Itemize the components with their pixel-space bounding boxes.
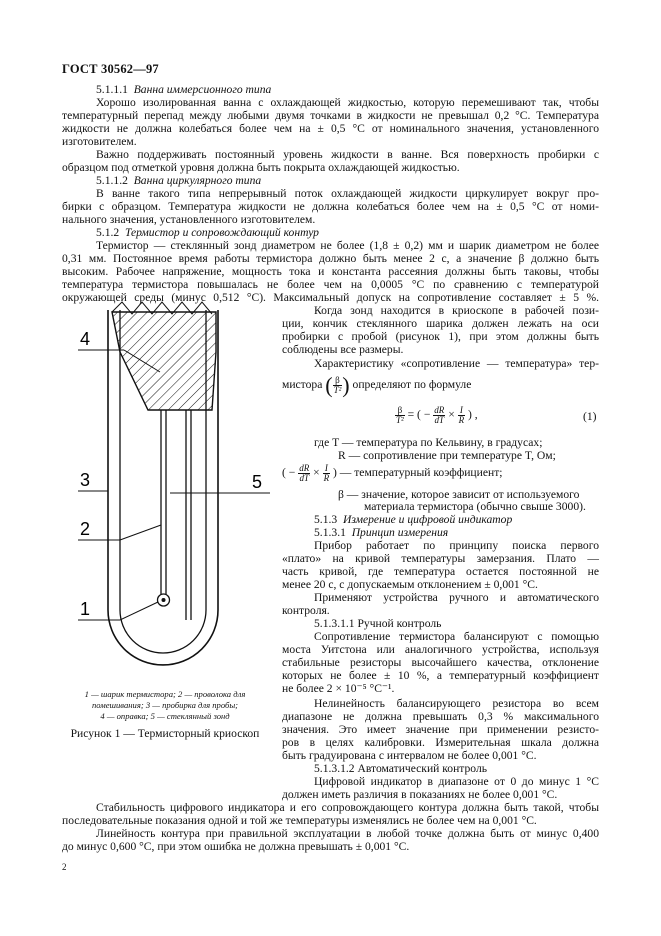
- label-1: 1: [80, 599, 91, 619]
- paragraph-line: изготовителем.: [62, 135, 137, 148]
- paragraph-line: В ванне такого типа непрерывный поток охлаждающей жидкости циркулирует вокруг про-: [96, 187, 599, 200]
- figure-legend: 4 — оправка; 5 — стеклянный зонд: [100, 711, 230, 721]
- section-5-1-3-1-heading: 5.1.3.1 Принцип измерения: [314, 526, 449, 539]
- paragraph-line: диапазоне не должна превышать 0,3 % максимального: [282, 710, 599, 723]
- paragraph-line: Важно поддерживать постоянный уровень жидкости в ванне. Вся поверхность пробирки с: [96, 148, 599, 161]
- figure-title: Рисунок 1 — Термисторный криоскоп: [70, 727, 260, 740]
- legend-beta: β — значение, которое зависит от используемого: [338, 488, 580, 501]
- paragraph-line: контроля.: [282, 604, 330, 617]
- label-4: 4: [80, 329, 91, 349]
- paragraph-line: моста Уитстона или аналогичного устройства, используя: [282, 643, 599, 656]
- paragraph-line: Нелинейность балансирующего резистора во всем: [314, 697, 599, 710]
- paragraph-line: окружающей среды (минус 0,512 °С). Максимальный допуск на сопротивление составляет ± 5 %.: [62, 291, 599, 304]
- paragraph-line: Стабильность цифрового индикатора и его сопровождающего контура должна быть такой, чтобы: [96, 801, 599, 814]
- paragraph-line: быть градуирована с интервалом не более 0,001 °С.: [282, 749, 537, 762]
- section-5-1-1-1-heading: 5.1.1.1 Ванна иммерсионного типа: [96, 83, 272, 96]
- leader-1: [120, 602, 158, 620]
- figure-legend: 1 — шарик термистора; 2 — проволока для: [84, 689, 246, 699]
- paragraph-line: Термистор — стеклянный зонд диаметром не более (1,8 ± 0,2) мм и шарик диаметром не более: [96, 239, 599, 252]
- paragraph-line: последовательные показания одной и той же температуры изменялись не более чем на 0,001 °С.: [62, 814, 537, 827]
- paragraph-line: не более 2 × 10⁻⁵ °С⁻¹.: [282, 682, 395, 695]
- section-5-1-3-1-2-heading: 5.1.3.1.2 Автоматический контроль: [314, 762, 488, 775]
- label-2: 2: [80, 519, 91, 539]
- paragraph-line: Линейность контура при правильной эксплуатации в любой точке должна быть от минус 0,400: [96, 827, 599, 840]
- figure-thermistor-cryoscope: [60, 300, 280, 685]
- paragraph-line: Прибор работает по принципу поиска первого: [314, 539, 599, 552]
- paragraph-line: ции, кончик стеклянного шарика должен лежать на оси: [282, 317, 599, 330]
- formula-1: $\frac{\beta}{\text{T²}}$ = ( − $\frac{dR}{dT}$ × $\frac{I}{R}$ ) ,: [396, 404, 478, 425]
- paragraph-line: температура термистора повышалась не более чем на 0,0005 °С по сравнению с температурой: [62, 278, 599, 291]
- paragraph-line: жидкости не должна колебаться более чем на ± 0,5 °С от номинального значения, установленного: [62, 122, 599, 135]
- section-5-1-3-heading: 5.1.3 Измерение и цифровой индикатор: [314, 513, 513, 526]
- paragraph-line: бирки с образцом. Температура жидкости не должна колебаться более чем на ± 0,5 °С от номи-: [62, 200, 599, 213]
- paragraph-line: Характеристику «сопротивление — температура» тер-: [314, 357, 599, 370]
- paragraph-line: температурный перепад между любыми двумя точками в жидкости не превышал 0,2 °С. Температура: [62, 109, 599, 122]
- paragraph-line: стабильные резисторы высочайшего качества, отклонение: [282, 656, 599, 669]
- holder: [112, 312, 216, 410]
- legend-T: где T — температура по Кельвину, в градусах;: [314, 436, 543, 449]
- paragraph-line: Хорошо изолированная ванна с охлаждающей жидкостью, которую перемешивают так, чтобы: [96, 96, 599, 109]
- paragraph-line: должен иметь различия в показаниях не более 0,001 °С.: [282, 788, 558, 801]
- legend-coef: ( − $\frac{dR}{dT}$ × $\frac{I}{R}$ ) — температурный коэффициент;: [282, 462, 503, 483]
- paragraph-line: ров в целях калибровки. Измерительная шкала должна: [282, 736, 599, 749]
- paragraph-line: до минус 0,600 °С, при этом ошибка не должна превышать ± 0,001 °С.: [62, 840, 410, 853]
- paragraph-line: образцом под отметкой уровня должна быть покрыта охлаждающей жидкостью.: [62, 161, 460, 174]
- section-5-1-2-heading: 5.1.2 Термистор и сопровождающий контур: [96, 226, 319, 239]
- paragraph-line: значения. Это имеет значение при применении резисто-: [282, 723, 599, 736]
- label-5: 5: [252, 472, 263, 492]
- paragraph-line: «плато» на кривой температуры замерзания. Плато —: [282, 552, 599, 565]
- thermistor-bead-core: [162, 598, 166, 602]
- paragraph-line: Применяют устройства ручного и автоматического: [314, 591, 599, 604]
- paragraph-line: соблюдены все размеры.: [282, 343, 404, 356]
- paragraph-line: часть кривой, где температура остается постоянной не: [282, 565, 599, 578]
- paragraph-line: высоким. Рабочее напряжение, мощность тока и константа рассеяния должны быть таковы, чтобы: [62, 265, 599, 278]
- figure-legend: помешивания; 3 — пробирка для пробы;: [91, 700, 239, 710]
- leader-2: [120, 525, 161, 540]
- paragraph-line: Цифровой индикатор в диапазоне от 0 до минус 1 °С: [314, 775, 599, 788]
- paragraph-line: которых не более ± 10 %, а температурный коэффициент: [282, 669, 599, 682]
- document-header: ГОСТ 30562—97: [62, 62, 159, 76]
- formula-number: (1): [583, 410, 597, 423]
- paragraph-line: 0,31 мм. Постоянное время работы термистора должно быть менее 2 с, а значение β должно быть: [62, 252, 599, 265]
- paragraph-line: пробирки с пробой (рисунок 1), при этом должны быть: [282, 330, 599, 343]
- legend-beta: материала термистора (обычно свыше 3000).: [364, 500, 586, 513]
- inline-formula-line: мистора ( $\frac{\beta}{\text{T²}}$ ) определяют по формуле: [282, 372, 472, 398]
- paragraph-line: менее 20 с, с допускаемым отклонением ± 0,001 °С.: [282, 578, 538, 591]
- section-5-1-3-1-1-heading: 5.1.3.1.1 Ручной контроль: [314, 617, 442, 630]
- paragraph-line: Когда зонд находится в криоскопе в рабочей пози-: [314, 304, 599, 317]
- paragraph-line: Сопротивление термистора балансируют с помощью: [314, 630, 599, 643]
- paragraph-line: нального значения, установленного изготовителем.: [62, 213, 316, 226]
- label-3: 3: [80, 470, 91, 490]
- section-5-1-1-2-heading: 5.1.1.2 Ванна циркулярного типа: [96, 174, 262, 187]
- page-number: 2: [62, 862, 67, 872]
- legend-R: R — сопротивление при температуре T, Ом;: [338, 449, 556, 462]
